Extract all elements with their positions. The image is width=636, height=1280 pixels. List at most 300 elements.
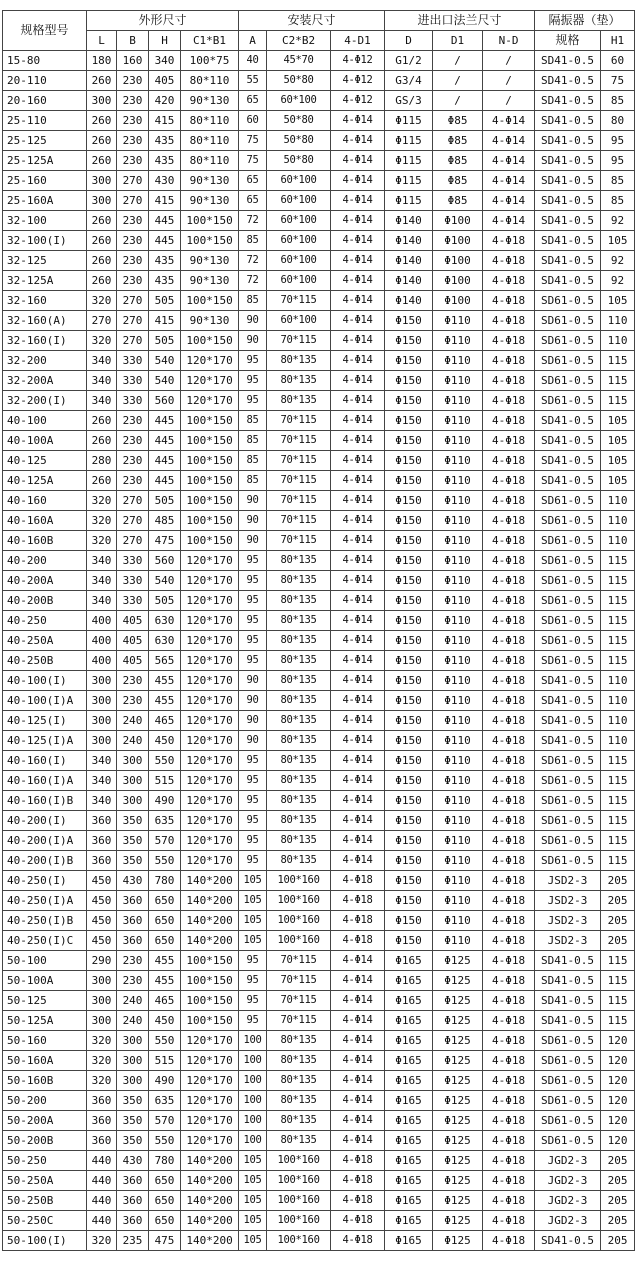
cell-D: Φ115 — [385, 171, 433, 191]
cell-C1B1: 120*170 — [181, 771, 239, 791]
table-row — [3, 331, 635, 351]
cell-B: 360 — [117, 911, 149, 931]
cell-N-D: 4-Φ18 — [483, 1071, 535, 1091]
cell-D: Φ150 — [385, 711, 433, 731]
cell-N-D: 4-Φ18 — [483, 871, 535, 891]
cell-N-D: 4-Φ18 — [483, 231, 535, 251]
table-row — [3, 431, 635, 451]
cell-D1: Φ110 — [433, 331, 483, 351]
cell-L: 180 — [87, 51, 117, 71]
subheader-H1: H1 — [601, 31, 635, 51]
cell-B: 360 — [117, 931, 149, 951]
table-row — [3, 471, 635, 491]
cell-A: 105 — [239, 1151, 267, 1171]
cell-H: 455 — [149, 671, 181, 691]
cell-B: 300 — [117, 791, 149, 811]
cell-C2B2: 80*135 — [267, 1051, 331, 1071]
cell-N-D: 4-Φ18 — [483, 431, 535, 451]
cell-C2B2: 50*80 — [267, 71, 331, 91]
cell-model: 32-160 — [3, 291, 87, 311]
cell-model: 25-125A — [3, 151, 87, 171]
cell-model: 25-125 — [3, 131, 87, 151]
cell-L: 300 — [87, 191, 117, 211]
cell-H: 485 — [149, 511, 181, 531]
subheader-C1B1: C1*B1 — [181, 31, 239, 51]
cell-C1B1: 100*150 — [181, 491, 239, 511]
cell-H1: 110 — [601, 731, 635, 751]
cell-N-D: 4-Φ14 — [483, 111, 535, 131]
cell-D1: Φ110 — [433, 631, 483, 651]
cell-D1: Φ110 — [433, 571, 483, 591]
cell-4-D1: 4-Φ14 — [331, 551, 385, 571]
cell-C2B2: 80*135 — [267, 631, 331, 651]
cell-H: 635 — [149, 1091, 181, 1111]
cell-spec: SD61-0.5 — [535, 831, 601, 851]
cell-D1: / — [433, 71, 483, 91]
table-row — [3, 1191, 635, 1211]
cell-H1: 205 — [601, 871, 635, 891]
cell-D: Φ150 — [385, 431, 433, 451]
cell-C1B1: 120*170 — [181, 851, 239, 871]
cell-A: 55 — [239, 71, 267, 91]
cell-H1: 115 — [601, 1011, 635, 1031]
cell-spec: SD41-0.5 — [535, 171, 601, 191]
cell-model: 40-125 — [3, 451, 87, 471]
cell-H1: 60 — [601, 51, 635, 71]
cell-A: 105 — [239, 1191, 267, 1211]
table-row — [3, 1171, 635, 1191]
cell-D: Φ150 — [385, 311, 433, 331]
cell-L: 360 — [87, 1131, 117, 1151]
cell-C1B1: 120*170 — [181, 711, 239, 731]
cell-H1: 115 — [601, 811, 635, 831]
cell-C1B1: 80*110 — [181, 131, 239, 151]
cell-B: 270 — [117, 191, 149, 211]
cell-model: 32-125 — [3, 251, 87, 271]
cell-L: 300 — [87, 691, 117, 711]
cell-L: 320 — [87, 1231, 117, 1251]
cell-B: 270 — [117, 531, 149, 551]
cell-L: 300 — [87, 171, 117, 191]
cell-C1B1: 90*130 — [181, 191, 239, 211]
cell-N-D: 4-Φ18 — [483, 891, 535, 911]
table-row — [3, 291, 635, 311]
cell-C2B2: 80*135 — [267, 1111, 331, 1131]
cell-A: 95 — [239, 951, 267, 971]
table-row — [3, 791, 635, 811]
cell-C1B1: 100*150 — [181, 471, 239, 491]
cell-A: 90 — [239, 711, 267, 731]
cell-A: 85 — [239, 451, 267, 471]
cell-4-D1: 4-Φ14 — [331, 251, 385, 271]
cell-H1: 120 — [601, 1131, 635, 1151]
cell-C2B2: 80*135 — [267, 791, 331, 811]
cell-4-D1: 4-Φ14 — [331, 111, 385, 131]
cell-C1B1: 140*200 — [181, 891, 239, 911]
cell-L: 440 — [87, 1211, 117, 1231]
cell-spec: SD41-0.5 — [535, 431, 601, 451]
cell-B: 270 — [117, 511, 149, 531]
cell-B: 235 — [117, 1231, 149, 1251]
cell-H: 430 — [149, 171, 181, 191]
cell-C2B2: 80*135 — [267, 1071, 331, 1091]
cell-C1B1: 120*170 — [181, 551, 239, 571]
cell-4-D1: 4-Φ14 — [331, 511, 385, 531]
cell-C2B2: 70*115 — [267, 971, 331, 991]
subheader-4-D1: 4-D1 — [331, 31, 385, 51]
cell-H1: 92 — [601, 271, 635, 291]
cell-A: 95 — [239, 831, 267, 851]
cell-D1: Φ85 — [433, 151, 483, 171]
cell-H: 635 — [149, 811, 181, 831]
cell-A: 105 — [239, 1211, 267, 1231]
cell-A: 72 — [239, 211, 267, 231]
cell-H1: 110 — [601, 671, 635, 691]
cell-L: 320 — [87, 1051, 117, 1071]
cell-C1B1: 120*170 — [181, 631, 239, 651]
cell-model: 40-160 — [3, 491, 87, 511]
cell-L: 440 — [87, 1191, 117, 1211]
cell-C1B1: 100*150 — [181, 291, 239, 311]
cell-4-D1: 4-Φ12 — [331, 71, 385, 91]
header-install-dimensions: 安装尺寸 — [239, 11, 385, 31]
cell-H: 435 — [149, 151, 181, 171]
cell-D: Φ150 — [385, 671, 433, 691]
cell-B: 300 — [117, 1031, 149, 1051]
table-row — [3, 1091, 635, 1111]
cell-model: 40-200 — [3, 551, 87, 571]
cell-H: 650 — [149, 1191, 181, 1211]
table-row — [3, 151, 635, 171]
cell-L: 320 — [87, 1031, 117, 1051]
cell-C2B2: 70*115 — [267, 951, 331, 971]
cell-D1: Φ110 — [433, 411, 483, 431]
pump-dimension-table — [2, 10, 635, 1251]
table-row — [3, 1211, 635, 1231]
cell-D: Φ165 — [385, 951, 433, 971]
cell-spec: JSD2-3 — [535, 871, 601, 891]
cell-4-D1: 4-Φ14 — [331, 451, 385, 471]
cell-D: Φ165 — [385, 1031, 433, 1051]
cell-4-D1: 4-Φ14 — [331, 211, 385, 231]
cell-4-D1: 4-Φ14 — [331, 531, 385, 551]
cell-4-D1: 4-Φ14 — [331, 1011, 385, 1031]
cell-model: 40-200A — [3, 571, 87, 591]
cell-C1B1: 100*150 — [181, 411, 239, 431]
cell-A: 90 — [239, 731, 267, 751]
cell-N-D: 4-Φ18 — [483, 1011, 535, 1031]
cell-D1: Φ85 — [433, 111, 483, 131]
cell-A: 95 — [239, 651, 267, 671]
cell-model: 40-160(I)B — [3, 791, 87, 811]
table-body — [3, 51, 635, 1251]
cell-A: 85 — [239, 431, 267, 451]
cell-H: 475 — [149, 1231, 181, 1251]
cell-H1: 205 — [601, 1191, 635, 1211]
cell-D: GS/3 — [385, 91, 433, 111]
cell-L: 340 — [87, 771, 117, 791]
cell-D: Φ165 — [385, 1111, 433, 1131]
cell-H1: 120 — [601, 1031, 635, 1051]
table-row — [3, 131, 635, 151]
cell-spec: SD41-0.5 — [535, 411, 601, 431]
table-row — [3, 631, 635, 651]
cell-C1B1: 90*130 — [181, 271, 239, 291]
cell-N-D: 4-Φ18 — [483, 1211, 535, 1231]
cell-H: 630 — [149, 631, 181, 651]
cell-D1: Φ100 — [433, 251, 483, 271]
table-row — [3, 811, 635, 831]
table-row — [3, 651, 635, 671]
cell-H: 505 — [149, 491, 181, 511]
cell-A: 95 — [239, 971, 267, 991]
cell-4-D1: 4-Φ14 — [331, 171, 385, 191]
cell-4-D1: 4-Φ14 — [331, 771, 385, 791]
cell-L: 340 — [87, 391, 117, 411]
cell-L: 300 — [87, 971, 117, 991]
cell-H: 420 — [149, 91, 181, 111]
cell-4-D1: 4-Φ18 — [331, 1171, 385, 1191]
cell-D: Φ150 — [385, 571, 433, 591]
table-row — [3, 491, 635, 511]
table-row — [3, 211, 635, 231]
header-flange-dimensions: 进出口法兰尺寸 — [385, 11, 535, 31]
cell-N-D: 4-Φ18 — [483, 731, 535, 751]
cell-B: 430 — [117, 1151, 149, 1171]
cell-C2B2: 80*135 — [267, 831, 331, 851]
cell-D1: Φ110 — [433, 791, 483, 811]
cell-D: Φ150 — [385, 691, 433, 711]
cell-B: 300 — [117, 751, 149, 771]
table-row — [3, 1051, 635, 1071]
cell-spec: JSD2-3 — [535, 931, 601, 951]
cell-H1: 110 — [601, 491, 635, 511]
cell-B: 300 — [117, 1051, 149, 1071]
cell-C1B1: 120*170 — [181, 1051, 239, 1071]
cell-D: Φ150 — [385, 811, 433, 831]
cell-spec: SD61-0.5 — [535, 1051, 601, 1071]
cell-A: 60 — [239, 111, 267, 131]
cell-H1: 85 — [601, 171, 635, 191]
cell-L: 320 — [87, 291, 117, 311]
cell-H1: 110 — [601, 511, 635, 531]
cell-D1: Φ125 — [433, 1011, 483, 1031]
cell-B: 330 — [117, 351, 149, 371]
cell-D1: Φ110 — [433, 771, 483, 791]
cell-D1: Φ125 — [433, 1151, 483, 1171]
cell-H: 435 — [149, 131, 181, 151]
cell-C2B2: 70*115 — [267, 511, 331, 531]
cell-B: 230 — [117, 451, 149, 471]
cell-D: Φ115 — [385, 151, 433, 171]
cell-D: Φ140 — [385, 211, 433, 231]
cell-H: 465 — [149, 991, 181, 1011]
cell-H1: 115 — [601, 571, 635, 591]
cell-D: Φ115 — [385, 111, 433, 131]
cell-D1: Φ110 — [433, 551, 483, 571]
cell-A: 95 — [239, 991, 267, 1011]
cell-A: 85 — [239, 291, 267, 311]
cell-A: 100 — [239, 1111, 267, 1131]
cell-model: 40-250(I)B — [3, 911, 87, 931]
cell-L: 300 — [87, 731, 117, 751]
cell-C2B2: 100*160 — [267, 911, 331, 931]
cell-H: 415 — [149, 311, 181, 331]
cell-H: 650 — [149, 1171, 181, 1191]
cell-A: 95 — [239, 371, 267, 391]
cell-N-D: 4-Φ18 — [483, 1171, 535, 1191]
cell-model: 50-160A — [3, 1051, 87, 1071]
cell-spec: JGD2-3 — [535, 1211, 601, 1231]
cell-model: 40-200(I)A — [3, 831, 87, 851]
table-row — [3, 891, 635, 911]
cell-model: 32-200(I) — [3, 391, 87, 411]
cell-H: 450 — [149, 1011, 181, 1031]
cell-spec: SD41-0.5 — [535, 671, 601, 691]
cell-C1B1: 120*170 — [181, 691, 239, 711]
cell-B: 360 — [117, 1171, 149, 1191]
cell-H1: 110 — [601, 531, 635, 551]
cell-N-D: 4-Φ18 — [483, 391, 535, 411]
cell-L: 340 — [87, 571, 117, 591]
cell-B: 430 — [117, 871, 149, 891]
cell-C1B1: 100*150 — [181, 231, 239, 251]
cell-H1: 115 — [601, 771, 635, 791]
cell-spec: SD41-0.5 — [535, 71, 601, 91]
cell-C2B2: 70*115 — [267, 531, 331, 551]
cell-C1B1: 100*150 — [181, 511, 239, 531]
cell-D: Φ165 — [385, 1091, 433, 1111]
cell-model: 40-250A — [3, 631, 87, 651]
cell-B: 240 — [117, 731, 149, 751]
cell-N-D: / — [483, 91, 535, 111]
cell-A: 75 — [239, 131, 267, 151]
cell-C2B2: 100*160 — [267, 871, 331, 891]
cell-H: 405 — [149, 71, 181, 91]
cell-D: Φ150 — [385, 911, 433, 931]
cell-C2B2: 60*100 — [267, 271, 331, 291]
cell-B: 330 — [117, 571, 149, 591]
cell-C2B2: 80*135 — [267, 591, 331, 611]
cell-spec: SD61-0.5 — [535, 851, 601, 871]
cell-H1: 115 — [601, 651, 635, 671]
table-row — [3, 731, 635, 751]
cell-B: 330 — [117, 551, 149, 571]
cell-H1: 115 — [601, 551, 635, 571]
cell-A: 95 — [239, 611, 267, 631]
cell-A: 95 — [239, 631, 267, 651]
cell-H: 490 — [149, 1071, 181, 1091]
cell-L: 260 — [87, 131, 117, 151]
cell-B: 360 — [117, 1191, 149, 1211]
cell-spec: JGD2-3 — [535, 1151, 601, 1171]
cell-model: 40-125A — [3, 471, 87, 491]
cell-N-D: 4-Φ18 — [483, 771, 535, 791]
cell-model: 40-250B — [3, 651, 87, 671]
cell-L: 450 — [87, 911, 117, 931]
cell-L: 300 — [87, 711, 117, 731]
cell-model: 50-125A — [3, 1011, 87, 1031]
cell-N-D: 4-Φ18 — [483, 371, 535, 391]
cell-spec: SD61-0.5 — [535, 791, 601, 811]
cell-D: Φ165 — [385, 1231, 433, 1251]
cell-H: 415 — [149, 111, 181, 131]
cell-H1: 115 — [601, 631, 635, 651]
cell-A: 90 — [239, 491, 267, 511]
cell-4-D1: 4-Φ12 — [331, 51, 385, 71]
cell-model: 40-250(I) — [3, 871, 87, 891]
cell-L: 360 — [87, 1111, 117, 1131]
cell-D1: Φ110 — [433, 431, 483, 451]
cell-C1B1: 90*130 — [181, 251, 239, 271]
cell-D: Φ140 — [385, 291, 433, 311]
cell-C2B2: 80*135 — [267, 691, 331, 711]
cell-H: 340 — [149, 51, 181, 71]
cell-C1B1: 120*170 — [181, 791, 239, 811]
cell-H1: 115 — [601, 751, 635, 771]
cell-N-D: 4-Φ18 — [483, 711, 535, 731]
cell-B: 230 — [117, 271, 149, 291]
cell-4-D1: 4-Φ14 — [331, 131, 385, 151]
cell-N-D: 4-Φ18 — [483, 1231, 535, 1251]
cell-H: 465 — [149, 711, 181, 731]
cell-C2B2: 80*135 — [267, 711, 331, 731]
cell-H1: 205 — [601, 1211, 635, 1231]
cell-4-D1: 4-Φ18 — [331, 1211, 385, 1231]
cell-L: 400 — [87, 631, 117, 651]
cell-N-D: 4-Φ14 — [483, 191, 535, 211]
table-row — [3, 411, 635, 431]
cell-N-D: 4-Φ18 — [483, 551, 535, 571]
cell-H: 780 — [149, 871, 181, 891]
cell-model: 32-100 — [3, 211, 87, 231]
cell-C2B2: 60*100 — [267, 311, 331, 331]
cell-B: 230 — [117, 471, 149, 491]
cell-model: 50-200A — [3, 1111, 87, 1131]
subheader-D: D — [385, 31, 433, 51]
cell-N-D: 4-Φ18 — [483, 1091, 535, 1111]
cell-A: 105 — [239, 1231, 267, 1251]
cell-N-D: 4-Φ14 — [483, 211, 535, 231]
cell-H: 550 — [149, 751, 181, 771]
cell-H1: 105 — [601, 431, 635, 451]
cell-A: 100 — [239, 1071, 267, 1091]
cell-C2B2: 80*135 — [267, 551, 331, 571]
cell-spec: SD41-0.5 — [535, 951, 601, 971]
cell-model: 50-100(I) — [3, 1231, 87, 1251]
cell-D1: Φ110 — [433, 451, 483, 471]
cell-model: 40-160A — [3, 511, 87, 531]
cell-model: 32-160(A) — [3, 311, 87, 331]
cell-C1B1: 120*170 — [181, 671, 239, 691]
cell-A: 95 — [239, 391, 267, 411]
cell-spec: SD41-0.5 — [535, 231, 601, 251]
cell-D1: Φ125 — [433, 1071, 483, 1091]
cell-spec: SD41-0.5 — [535, 451, 601, 471]
cell-spec: JSD2-3 — [535, 891, 601, 911]
cell-4-D1: 4-Φ14 — [331, 831, 385, 851]
cell-H: 630 — [149, 611, 181, 631]
cell-D: Φ150 — [385, 331, 433, 351]
table-row — [3, 611, 635, 631]
cell-model: 32-100(I) — [3, 231, 87, 251]
cell-model: 32-125A — [3, 271, 87, 291]
cell-D1: Φ100 — [433, 211, 483, 231]
cell-L: 400 — [87, 651, 117, 671]
cell-C1B1: 120*170 — [181, 1091, 239, 1111]
cell-L: 340 — [87, 371, 117, 391]
cell-spec: SD41-0.5 — [535, 51, 601, 71]
